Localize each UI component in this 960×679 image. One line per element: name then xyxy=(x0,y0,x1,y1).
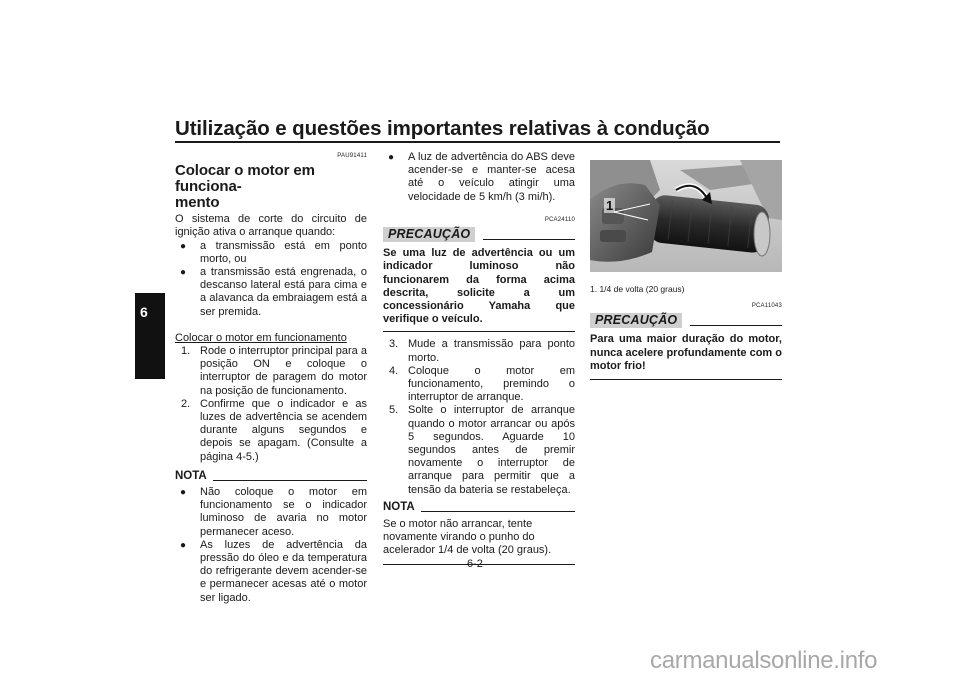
section-title-line2: mento xyxy=(175,194,220,212)
photo-caption: 1. 1/4 de volta (20 graus) xyxy=(590,284,685,294)
list-item: ● a transmissão está engrenada, o descanso lateral está para cima e a alavanca da embraiagem está a ser premida. xyxy=(175,266,367,319)
step-number: 1. xyxy=(181,345,191,358)
step-text: Solte o interruptor de arranque quando o motor arrancar ou após 5 segundos. Aguarde 10 segundos antes de premir novamente o interruptor de arranque para permitir que a tensão da bateria se restabeleça. xyxy=(408,404,575,496)
nota-rule xyxy=(421,511,575,512)
section-title-line1: Colocar o motor em funciona- xyxy=(175,162,315,196)
list-item: ● As luzes de advertência da pressão do óleo e da temperatura do refrigerante devem acender-se e permanecer acesas até o motor ser ligado. xyxy=(175,539,367,605)
subheading: Colocar o motor em funcionamento xyxy=(175,331,347,344)
nota-text: Se o motor não arrancar, tente novamente virando o punho do acelerador 1/4 de volta (20 graus). xyxy=(383,518,552,557)
caution-rule xyxy=(690,325,782,326)
header-rule xyxy=(175,141,780,143)
step-number: 5. xyxy=(389,404,399,417)
throttle-grip-photo xyxy=(590,160,782,272)
nota-label: NOTA xyxy=(175,469,207,482)
page-title: Utilização e questões importantes relativas à condução xyxy=(175,117,710,140)
step-text: Confirme que o indicador e as luzes de advertência se acendem durante alguns segundos e depois se apagam. (Consulte a página 4-5.) xyxy=(200,397,367,463)
steps-list-2 xyxy=(383,338,575,496)
list-item xyxy=(383,365,575,405)
watermark: carmanualsonline.info xyxy=(650,647,878,674)
step-text: Rode o interruptor principal para a posição ON e coloque o interruptor de paragem do motor na posição de funcionamento. xyxy=(200,345,367,397)
section-code: PAU91411 xyxy=(337,153,367,159)
caution-text: Se uma luz de advertência ou um indicador luminoso não funcionarem da forma acima descrita, solicite a um concessionário Yamaha que verifique o veículo. xyxy=(383,247,575,326)
list-item xyxy=(383,338,575,364)
caution-text: Para uma maior duração do motor, nunca acelere profundamente com o motor frio! xyxy=(590,333,782,372)
abs-note-list xyxy=(383,151,575,204)
list-item xyxy=(175,398,367,464)
callout-number: 1 xyxy=(606,198,614,213)
caution-rule xyxy=(483,239,575,240)
column-1 xyxy=(175,150,367,605)
caution-label: PRECAUÇÃO xyxy=(383,227,475,242)
step-text: Mude a transmissão para ponto morto. xyxy=(408,338,575,364)
step-number: 4. xyxy=(389,364,399,377)
caution-code: PCA11043 xyxy=(751,303,782,309)
step-text: Coloque o motor em funcionamento, premindo o interruptor de arranque. xyxy=(408,364,575,404)
list-item xyxy=(175,345,367,398)
nota-label: NOTA xyxy=(383,500,415,513)
section-title xyxy=(175,163,367,211)
page-number: 6-2 xyxy=(467,558,483,570)
step-number: 2. xyxy=(181,397,191,410)
caution-header xyxy=(383,227,575,242)
list-item: ● A luz de advertência do ABS deve acender-se e manter-se acesa até o veículo atingir uma velocidade de 5 km/h (3 mi/h). xyxy=(383,151,575,204)
list-item: ● a transmissão está em ponto morto, ou xyxy=(175,240,367,266)
step-number: 3. xyxy=(389,338,399,351)
nota-rule xyxy=(213,480,367,481)
intro-paragraph: O sistema de corte do circuito de ignição ativa o arranque quando: xyxy=(175,213,367,239)
caution-label: PRECAUÇÃO xyxy=(590,313,682,328)
column-3 xyxy=(590,300,782,380)
caution-header xyxy=(590,313,782,328)
nota-header xyxy=(383,501,575,514)
nota-header xyxy=(175,470,367,483)
caution-code: PCA24110 xyxy=(544,216,575,223)
list-item xyxy=(383,404,575,496)
throttle-grip-illustration xyxy=(590,160,782,272)
steps-list-1 xyxy=(175,345,367,464)
column-2 xyxy=(383,151,575,565)
condition-list xyxy=(175,240,367,319)
caution-end-rule xyxy=(383,331,575,332)
list-item: ● Não coloque o motor em funcionamento se o indicador luminoso de avaria no motor permanecer aceso. xyxy=(175,486,367,539)
caution-end-rule xyxy=(590,379,782,380)
chapter-number: 6 xyxy=(140,304,148,320)
nota-list xyxy=(175,486,367,605)
